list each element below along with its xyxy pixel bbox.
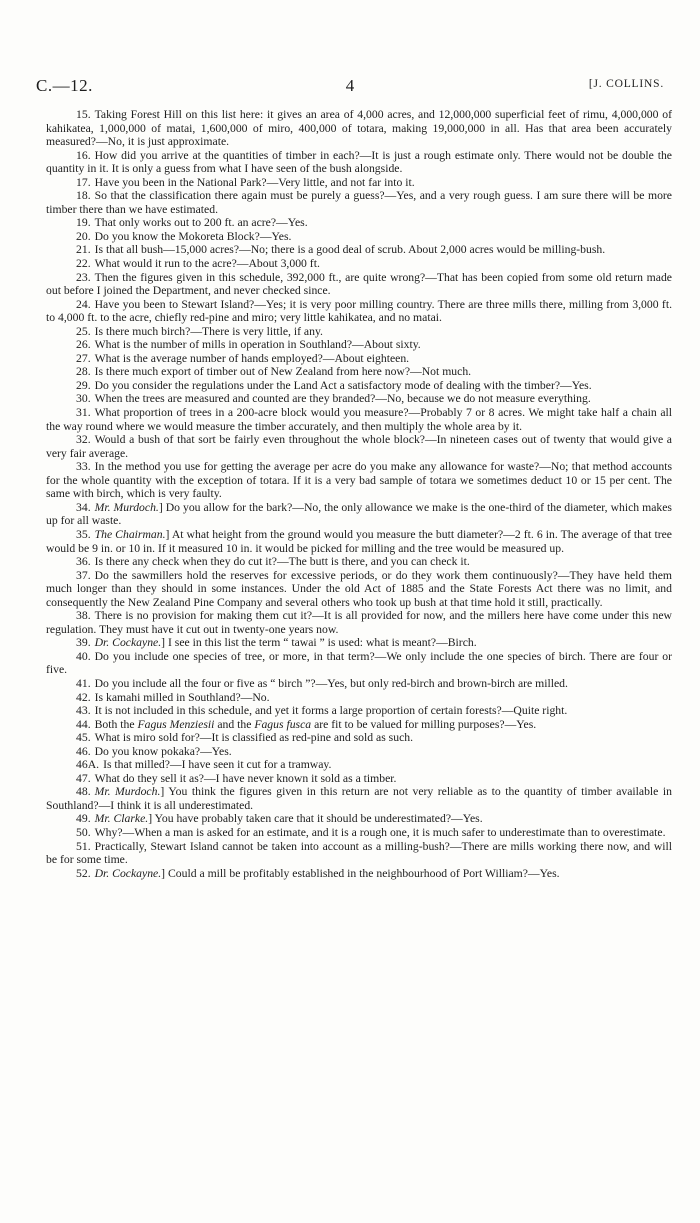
item-number: 15.	[76, 108, 91, 121]
item-text: Is there much birch?—There is very little, if any.	[94, 324, 323, 338]
item-text: Is that all bush—15,000 acres?—No; there is a good deal of scrub. About 2,000 acres would be milling-bush.	[94, 243, 606, 257]
item-number: 47.	[76, 771, 91, 785]
testimony-item	[46, 555, 672, 569]
testimony-item	[46, 108, 672, 149]
item-text: How did you arrive at the quantities of timber in each?—It is just a rough estimate only. There would not be double the quantity in it. It is only a guess from what I have seen of the bush alongside.	[46, 148, 672, 176]
testimony-item	[46, 149, 672, 176]
item-number: 17.	[76, 175, 91, 189]
item-number: 32.	[76, 433, 91, 447]
testimony-item	[46, 677, 672, 691]
testimony-item	[46, 731, 672, 745]
item-number: 39.	[76, 636, 91, 650]
testimony-body	[46, 108, 672, 880]
item-text: Why?—When a man is asked for an estimate, and it is a rough one, it is much safer to underestimate than to overestimate.	[94, 825, 666, 839]
item-number: 46A.	[76, 758, 100, 772]
item-number: 42.	[76, 690, 91, 704]
item-text: What proportion of trees in a 200-acre block would you measure?—Probably 7 or 8 acres. We might take half a chain all the way round where we would measure the timber accurately, and then multiply the whole area by it.	[46, 406, 672, 433]
testimony-item	[46, 298, 672, 325]
item-number: 33.	[76, 460, 91, 474]
testimony-item	[46, 826, 672, 840]
testimony-item	[46, 216, 672, 230]
testimony-item	[46, 636, 672, 650]
testimony-item	[46, 718, 672, 732]
item-text: Do you include all the four or five as “ birch ”?—Yes, but only red-birch and brown-birch are milled.	[94, 676, 568, 690]
item-number: 34.	[76, 500, 91, 514]
item-text: In the method you use for getting the average per acre do you make any allowance for waste?—No; that method accounts for the whole quantity with the exception of totara. If it is a very bad sample of totara we sometimes deduct 10 or 15 per cent. The same with birch, which is very faulty.	[46, 460, 672, 501]
item-text: Practically, Stewart Island cannot be taken into account as a milling-bush?—There are mills working there now, and will be for some time.	[46, 839, 672, 867]
item-number: 28.	[76, 365, 91, 379]
item-number: 18.	[76, 189, 91, 203]
item-number: 52.	[76, 866, 91, 880]
item-number: 50.	[76, 825, 91, 839]
item-number: 41.	[76, 676, 91, 690]
item-text: Do you allow for the bark?—No, the only allowance we make is the one-third of the diameter, which makes up for all waste.	[46, 500, 672, 528]
item-number: 26.	[76, 338, 91, 352]
speaker-name: Mr. Murdoch.	[94, 785, 161, 799]
speaker: Mr. Murdoch.]	[94, 500, 166, 514]
item-text: You have probably taken care that it should be underestimated?—Yes.	[154, 812, 483, 826]
item-text: Is kamahi milled in Southland?—No.	[94, 690, 270, 704]
testimony-item	[46, 406, 672, 433]
item-text: What do they sell it as?—I have never known it sold as a timber.	[94, 771, 397, 785]
testimony-item	[46, 271, 672, 298]
item-text: What is miro sold for?—It is classified as red-pine and sold as such.	[94, 731, 414, 745]
item-text: What is the average number of hands employed?—About eighteen.	[94, 351, 410, 365]
speaker: Mr. Murdoch.]	[94, 785, 169, 799]
testimony-item	[46, 691, 672, 705]
item-text: It is not included in this schedule, and yet it forms a large proportion of certain forests?—Quite right.	[94, 704, 568, 718]
testimony-item	[46, 867, 672, 881]
testimony-item	[46, 609, 672, 636]
speaker: The Chairman.]	[94, 527, 172, 541]
item-text: What would it run to the acre?—About 3,000 ft.	[94, 257, 320, 271]
item-number: 48.	[76, 785, 91, 799]
item-text: Is there much export of timber out of New Zealand from here now?—Not much.	[94, 365, 472, 379]
item-text: Do the sawmillers hold the reserves for excessive periods, or do they work them continuously?—They have held them much longer than they should in some instances. Under the old Act of 1885 and the State Forests Act there was no limit, and consequently the New Zealand Pine Company and several others who took up bush at that time hold it still, practically.	[46, 568, 672, 609]
item-text: Do you consider the regulations under the Land Act a satisfactory mode of dealing with the timber?—Yes.	[94, 378, 592, 392]
item-text: When the trees are measured and counted are they branded?—No, because we do not measure everything.	[94, 392, 591, 406]
item-text: There is no provision for making them cut it?—It is all provided for now, and the millers here have come under this new regulation. They must have it cut out in twenty-one years now.	[46, 609, 672, 636]
item-number: 35.	[76, 527, 91, 541]
item-number: 25.	[76, 324, 91, 338]
item-text: Could a mill be profitably established in the neighbourhood of Port William?—Yes.	[167, 866, 560, 880]
item-text: So that the classification there again must be purely a guess?—Yes, and a very rough guess. I am sure there will be more timber there than we have estimated.	[46, 189, 672, 216]
speaker-name: Mr. Clarke.	[94, 812, 149, 826]
item-text: You think the figures given in this return are not very reliable as to the quantity of timber available in Southland?—I think it is all underestimated.	[46, 785, 672, 812]
item-text: Is there any check when they do cut it?—The butt is there, and you can check it.	[94, 555, 470, 569]
speaker-name: The Chairman.	[94, 527, 166, 541]
testimony-item	[46, 528, 672, 555]
testimony-item	[46, 460, 672, 501]
item-text: Have you been to Stewart Island?—Yes; it is very poor milling country. There are three mills there, milling from 3,000 ft. to 4,000 ft. to the acre, chiefly red-pine and miro; very little kahikatea, and no matai.	[46, 297, 672, 325]
item-text: Have you been in the National Park?—Very little, and not far into it.	[94, 175, 415, 189]
item-text: Do you include one species of tree, or more, in that term?—We only include the one species of birch. There are four or five.	[46, 649, 672, 677]
item-text: That only works out to 200 ft. an acre?—Yes.	[94, 216, 308, 230]
testimony-item	[46, 772, 672, 786]
speaker-name: Dr. Cockayne.	[94, 636, 162, 650]
item-text: Both the Fagus Menziesii and the Fagus fusca are fit to be valued for milling purposes?—Yes.	[94, 717, 537, 731]
testimony-item	[46, 365, 672, 379]
testimony-item	[46, 433, 672, 460]
testimony-item	[46, 501, 672, 528]
item-number: 51.	[76, 839, 91, 853]
testimony-item	[46, 392, 672, 406]
testimony-item	[46, 352, 672, 366]
item-text: Taking Forest Hill on this list here: it gives an area of 4,000 acres, and 12,000,000 superficial feet of rimu, 4,000,000 of kahikatea, 1,000,000 of matai, 1,600,000 of miro, 400,000 of totara, making 19,000,000 in all. Has that area been accurately measured?—No, it is just approximate.	[46, 108, 672, 149]
item-number: 44.	[76, 717, 91, 731]
speaker-name: Mr. Murdoch.	[94, 500, 159, 514]
item-number: 20.	[76, 229, 91, 243]
item-text: Would a bush of that sort be fairly even throughout the whole block?—In nineteen cases out of twenty that would give a very fair average.	[46, 433, 672, 460]
item-number: 49.	[76, 812, 91, 826]
item-number: 43.	[76, 704, 91, 718]
item-text: Do you know pokaka?—Yes.	[94, 744, 232, 758]
item-number: 38.	[76, 609, 91, 623]
speaker: Mr. Clarke.]	[94, 812, 155, 826]
item-text: Do you know the Mokoreta Block?—Yes.	[94, 229, 292, 243]
testimony-item	[46, 230, 672, 244]
testimony-item	[46, 785, 672, 812]
item-number: 37.	[76, 568, 91, 582]
item-number: 27.	[76, 351, 91, 365]
item-text: I see in this list the term “ tawai ” is used: what is meant?—Birch.	[167, 636, 477, 650]
testimony-item	[46, 379, 672, 393]
item-number: 21.	[76, 243, 91, 257]
item-number: 16.	[76, 148, 91, 162]
item-number: 36.	[76, 555, 91, 569]
speaker-name: Dr. Cockayne.	[94, 866, 162, 880]
item-number: 40.	[76, 649, 91, 663]
testimony-item	[46, 257, 672, 271]
testimony-item	[46, 745, 672, 759]
testimony-item	[46, 243, 672, 257]
speaker: Dr. Cockayne.]	[94, 866, 168, 880]
item-number: 22.	[76, 257, 91, 271]
item-number: 30.	[76, 392, 91, 406]
item-text: Is that milled?—I have seen it cut for a tramway.	[103, 758, 332, 772]
witness-name: [J. COLLINS.	[588, 78, 664, 90]
testimony-item	[46, 325, 672, 339]
testimony-item	[46, 840, 672, 867]
item-text: What is the number of mills in operation in Southland?—About sixty.	[94, 338, 421, 352]
page-header	[36, 76, 664, 98]
testimony-item	[46, 704, 672, 718]
item-number: 31.	[76, 406, 91, 420]
testimony-item	[46, 650, 672, 677]
testimony-item	[46, 189, 672, 216]
testimony-item	[46, 569, 672, 610]
item-number: 46.	[76, 744, 91, 758]
item-text: At what height from the ground would you measure the butt diameter?—2 ft. 6 in. The average of that tree would be 9 in. or 10 in. If it measured 10 in. it would be picked for milling and the tree would be measured up.	[46, 527, 672, 555]
speaker: Dr. Cockayne.]	[94, 636, 168, 650]
paper-reference: C.—12.	[36, 76, 93, 95]
item-number: 24.	[76, 297, 91, 311]
item-number: 23.	[76, 270, 91, 284]
testimony-item	[46, 176, 672, 190]
testimony-item	[46, 758, 672, 772]
item-number: 45.	[76, 731, 91, 745]
item-number: 29.	[76, 378, 91, 392]
testimony-item	[46, 812, 672, 826]
testimony-item	[46, 338, 672, 352]
item-number: 19.	[76, 216, 91, 230]
item-text: Then the figures given in this schedule, 392,000 ft., are quite wrong?—That has been copied from some old return made out before I joined the Department, and never checked since.	[46, 270, 672, 298]
page-number: 4	[345, 76, 355, 95]
